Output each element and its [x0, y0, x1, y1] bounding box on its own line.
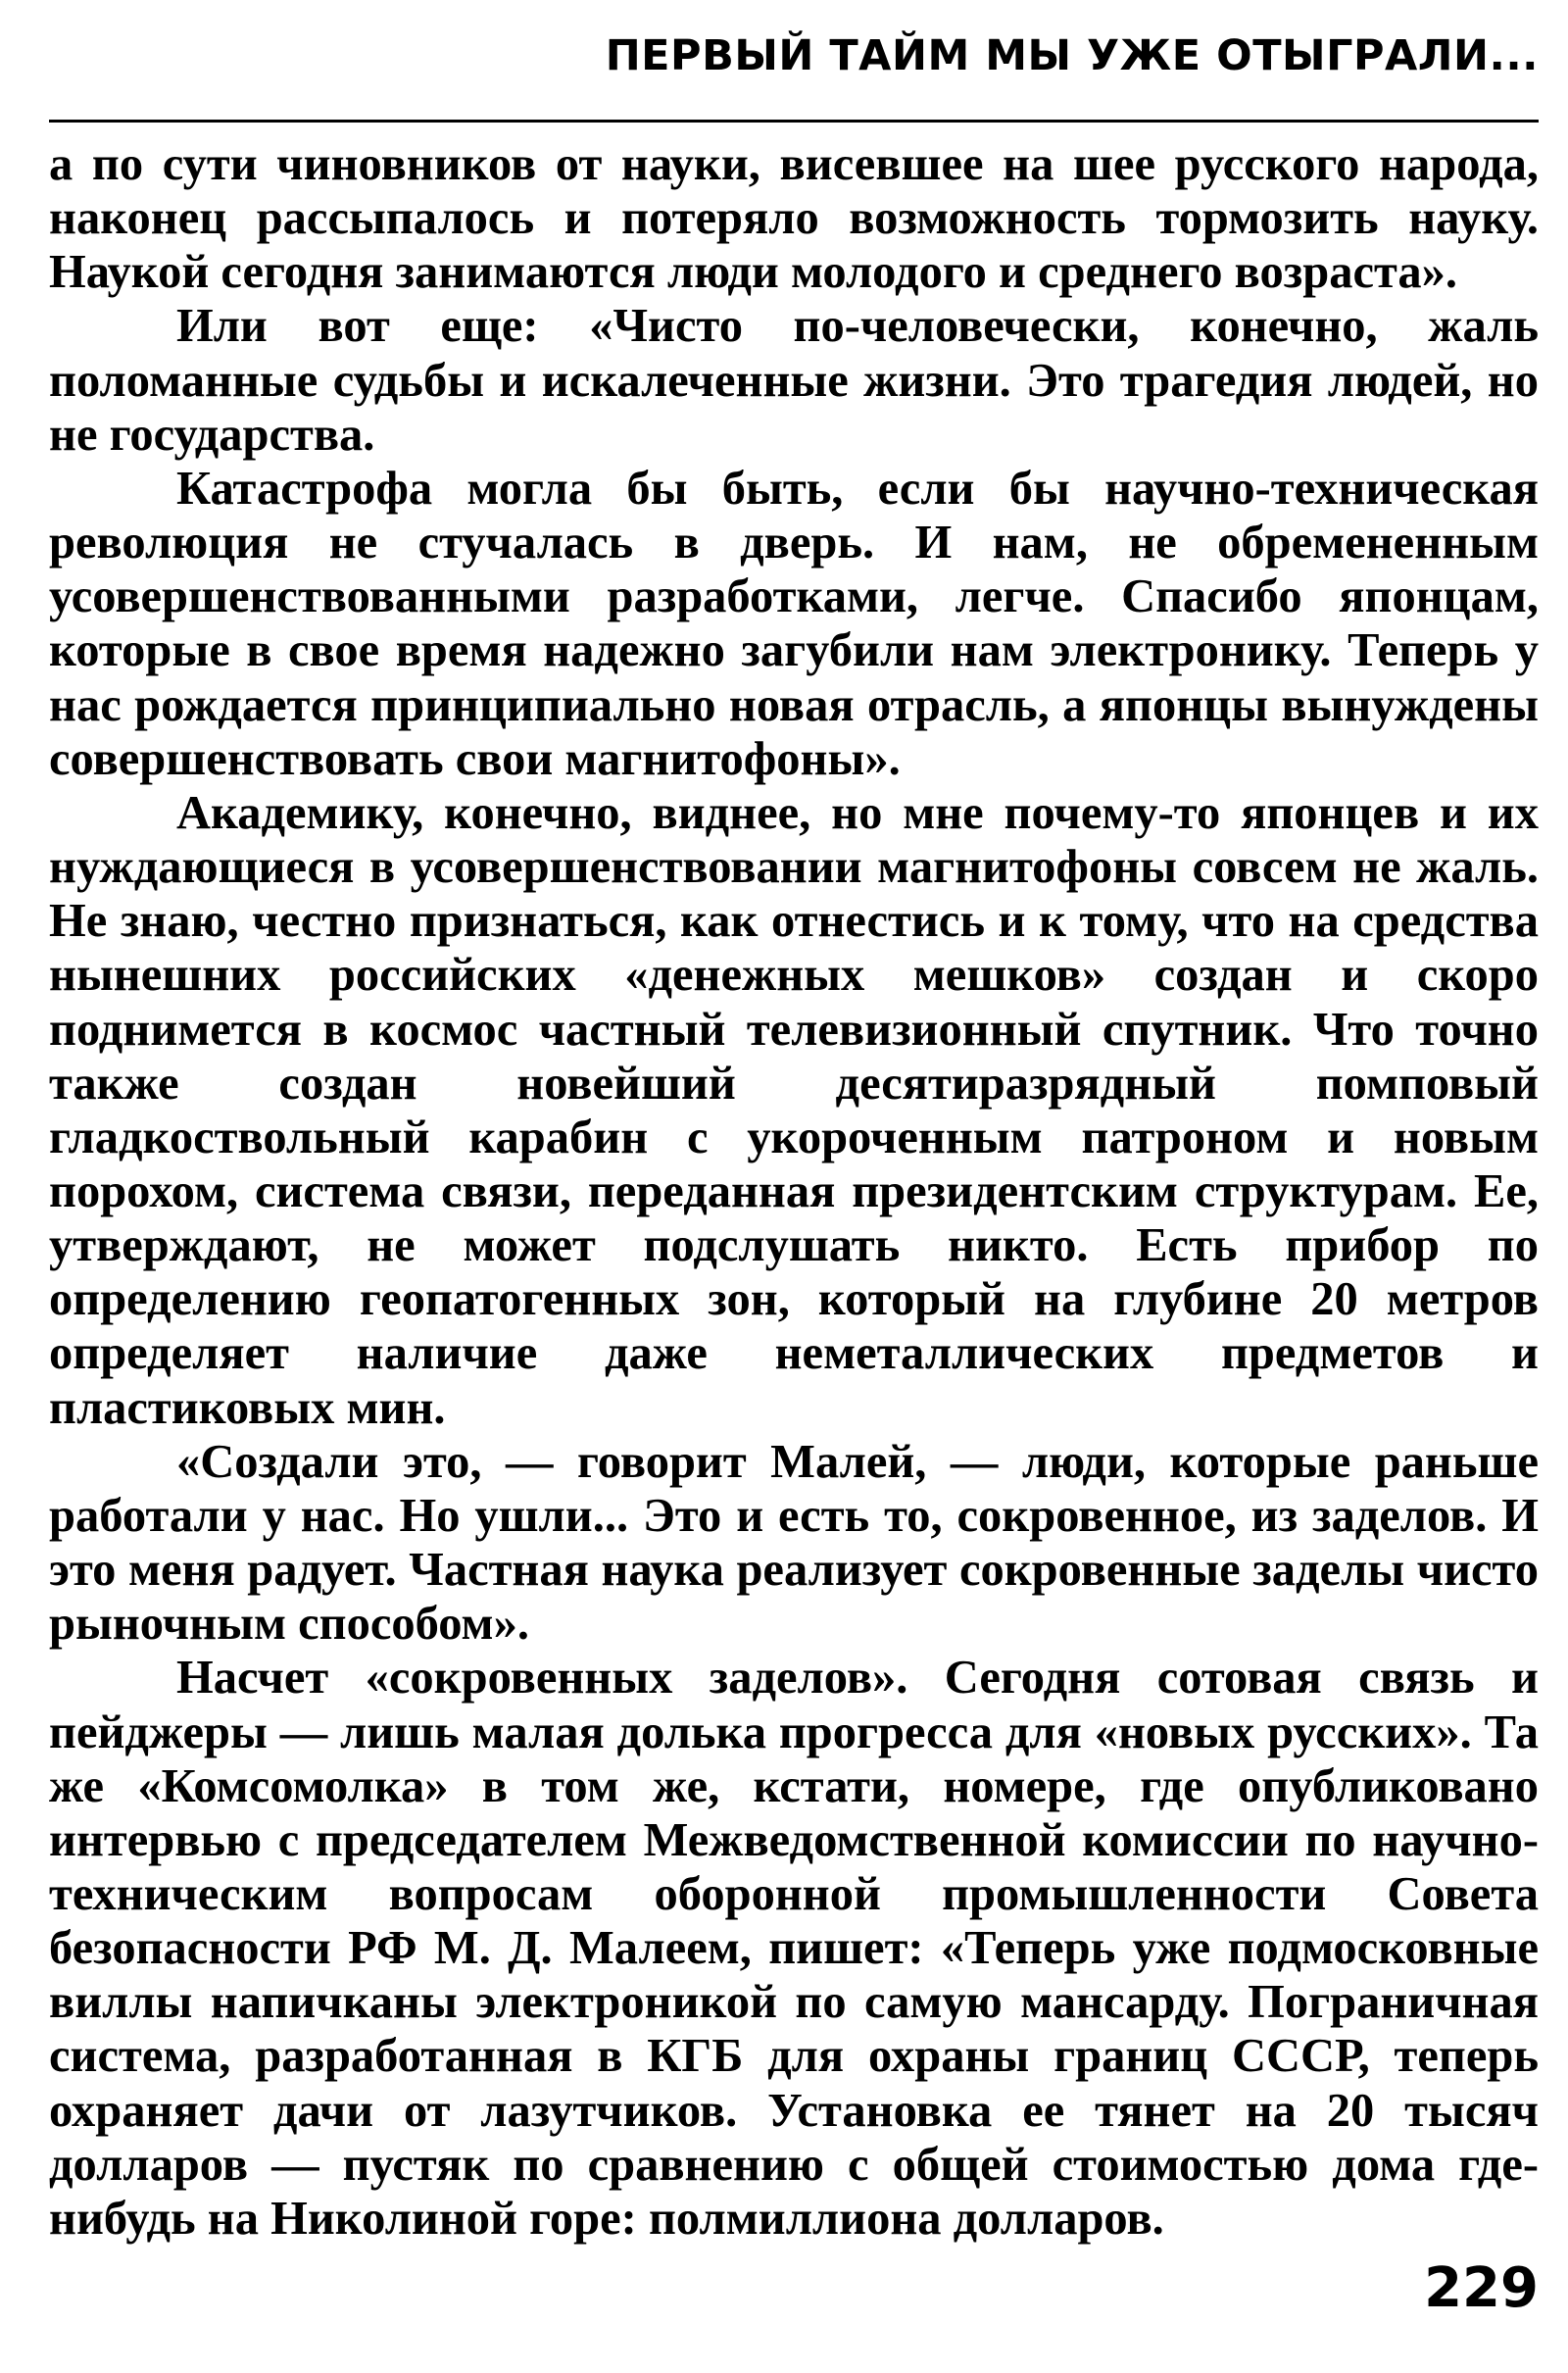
paragraph: Академику, конечно, виднее, но мне почему-то японцев и их нуждающиеся в усовершенствовании магнитофоны совсем не жаль. Не знаю, честно признаться, как отнестись и к тому, что на средства нынешних российских «денежных мешков» создан и скоро поднимется в космос частный телевизионный спутник. Что точно также создан новейший десятиразрядный помповый гладкоствольный карабин с укороченным патроном и новым порохом, система связи, переданная президентским структурам. Ее, утверждают, не может подслушать никто. Есть прибор по определению геопатогенных зон, который на глубине 20 метров определяет наличие даже неметаллических предметов и пластиковых мин. [49, 786, 1539, 1434]
paragraph: Насчет «сокровенных заделов». Сегодня сотовая связь и пейджеры — лишь малая долька прогресса для «новых русских». Та же «Комсомолка» в том же, кстати, номере, где опубликовано интервью с председателем Межведомственной комиссии по научно-техническим вопросам оборонной промышленности Совета безопасности РФ М. Д. Малеем, пишет: «Теперь уже подмосковные виллы напичканы электроникой по самую мансарду. Пограничная система, разработанная в КГБ для охраны границ СССР, теперь охраняет дачи от лазутчиков. Установка ее тянет на 20 тысяч долларов — пустяк по сравнению с общей стоимостью дома где-нибудь на Николиной горе: полмиллиона долларов. [49, 1652, 1539, 2245]
paragraph: «Создали это, — говорит Малей, — люди, которые раньше работали у нас. Но ушли... Это и есть то, сокровенное, из заделов. И это меня радует. Частная наука реализует сокровенные заделы чисто рыночным способом». [49, 1435, 1539, 1651]
paragraph: Катастрофа могла бы быть, если бы научно-техническая революция не стучалась в дверь. И нам, не обремененным усовершенствованными разработками, легче. Спасибо японцам, которые в свое время надежно загубили нам электронику. Теперь у нас рождается принципиально новая отрасль, а японцы вынуждены совершенствовать свои магнитофоны». [49, 462, 1539, 785]
paragraph: Или вот еще: «Чисто по-человечески, конечно, жаль поломанные судьбы и искалеченные жизни. Это трагедия людей, но не государства. [49, 300, 1539, 461]
paragraph: а по сути чиновников от науки, висевшее на шее русского народа, наконец рассыпалось и потеряло возможность тормозить науку. Наукой сегодня занимаются люди молодого и среднего возраста». [49, 138, 1539, 299]
body-text [49, 137, 1539, 2246]
running-header: ПЕРВЫЙ ТАЙМ МЫ УЖЕ ОТЫГРАЛИ... [605, 31, 1539, 80]
header-rule [49, 120, 1539, 123]
page-number: 229 [1424, 2256, 1539, 2320]
